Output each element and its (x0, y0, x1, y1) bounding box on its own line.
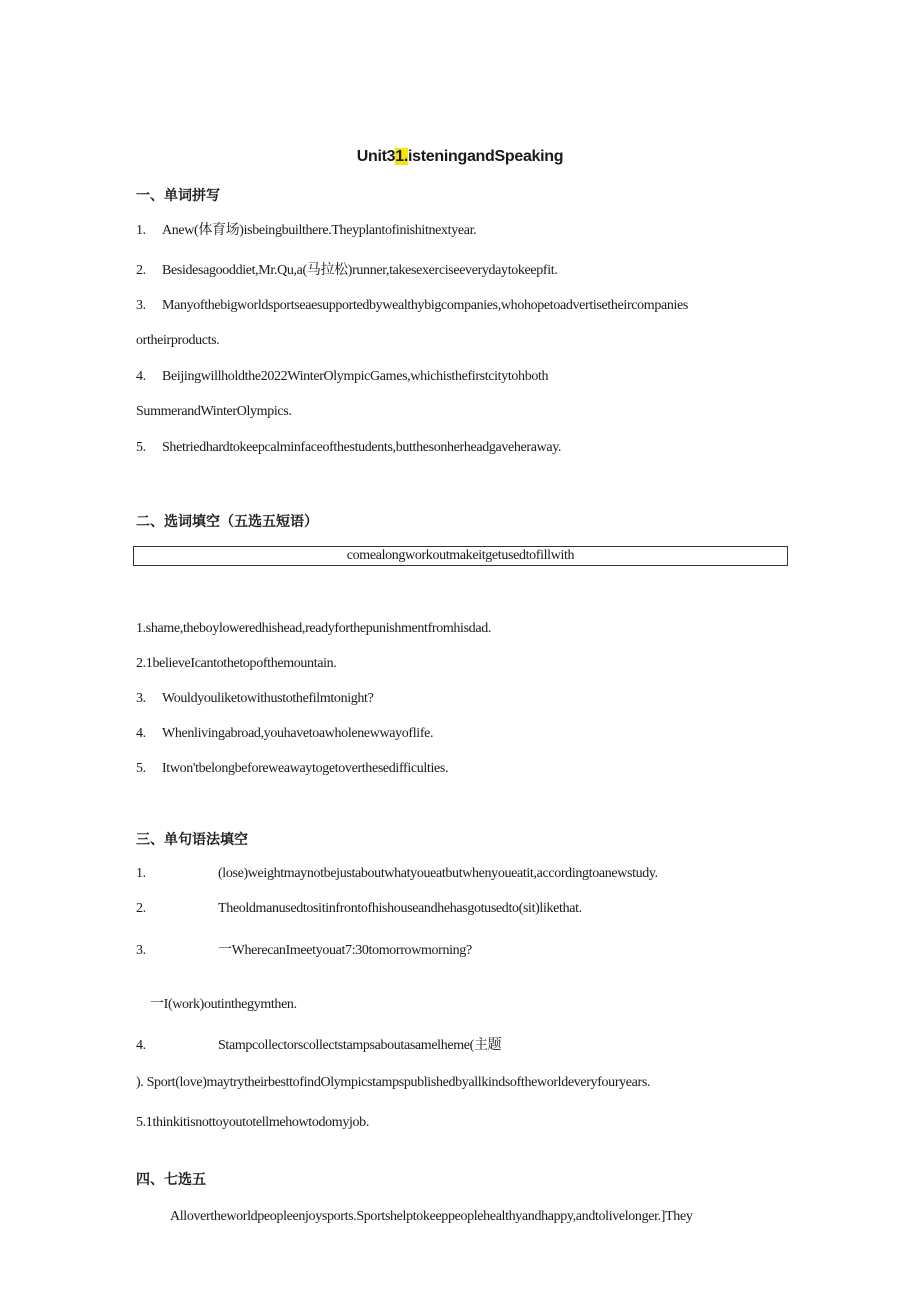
page-title (0, 148, 920, 166)
section3-item-1: 1. (lose)weightmaynotbejustaboutwhatyoueatbutwhenyoueatit,accordingtoanewstudy. (136, 866, 658, 881)
section3-item-5: 5.1thinkitisnottoyoutotellmehowtodomyjob. (136, 1115, 369, 1130)
section4-paragraph: Allovertheworldpeopleenjoysports.Sportshelptokeeppeoplehealthyandhappy,andtolivelonger.]They (170, 1209, 693, 1224)
section3-item-4: 4. Stampcollectorscollectstampsaboutasamelheme(主题 (136, 1038, 502, 1053)
section1-item-3-cont: ortheirproducts. (136, 333, 220, 348)
section2-item-2: 2.1believeIcantothetopofthemountain. (136, 656, 337, 671)
section1-item-2: 2. Besidesagooddiet,Mr.Qu,a(马拉松)runner,takesexerciseeverydaytokeepfit. (136, 263, 558, 278)
word-box: comealongworkoutmakeitgetusedtofillwith (133, 546, 788, 566)
section2-item-5: 5. Itwon'tbelongbeforeweawaytogetoverthesedifficulties. (136, 761, 449, 776)
section4-heading: 四、七选五 (136, 1172, 206, 1188)
section3-item-3: 3. 一WherecanImeetyouat7:30tomorrowmorning? (136, 943, 472, 958)
section1-item-3: 3. Manyofthebigworldsportseaesupportedbywealthybigcompanies,whohopetoadvertisetheircompanies (136, 298, 688, 313)
section1-item-1: 1. Anew(体育场)isbeingbuilthere.Theyplantofinishitnextyear. (136, 223, 477, 238)
section3-item-2: 2. Theoldmanusedtositinfrontofhishouseandhehasgotusedto(sit)likethat. (136, 901, 582, 916)
title-suffix: isteningandSpeaking (408, 148, 564, 165)
title-prefix: Unit3 (356, 148, 396, 165)
section1-item-5: 5. Shetriedhardtokeepcalminfaceofthestudents,butthesonherheadgaveheraway. (136, 440, 562, 455)
section3-heading: 三、单句语法填空 (136, 832, 248, 848)
section1-item-4-cont: SummerandWinterOlympics. (136, 404, 292, 419)
section2-item-3: 3. Wouldyouliketowithustothefilmtonight? (136, 691, 374, 706)
title-highlight: 1. (395, 148, 409, 165)
section2-heading: 二、选词填空（五选五短语） (136, 514, 318, 530)
section1-heading: 一、单词拼写 (136, 188, 220, 204)
section2-item-4: 4. Whenlivingabroad,youhavetoawholenewwayoflife. (136, 726, 434, 741)
section3-item-4-cont: ). Sport(love)maytrytheirbesttofindOlympicstampspublishedbyallkindsoftheworldeveryfouryears. (136, 1075, 651, 1090)
section2-item-1: 1.shame,theboyloweredhishead,readyforthepunishmentfromhisdad. (136, 621, 491, 636)
section1-item-4: 4. Beijingwillholdthe2022WinterOlympicGames,whichisthefirstcitytohboth (136, 369, 549, 384)
section3-item-3-reply: 一I(work)outinthegymthen. (150, 997, 297, 1012)
